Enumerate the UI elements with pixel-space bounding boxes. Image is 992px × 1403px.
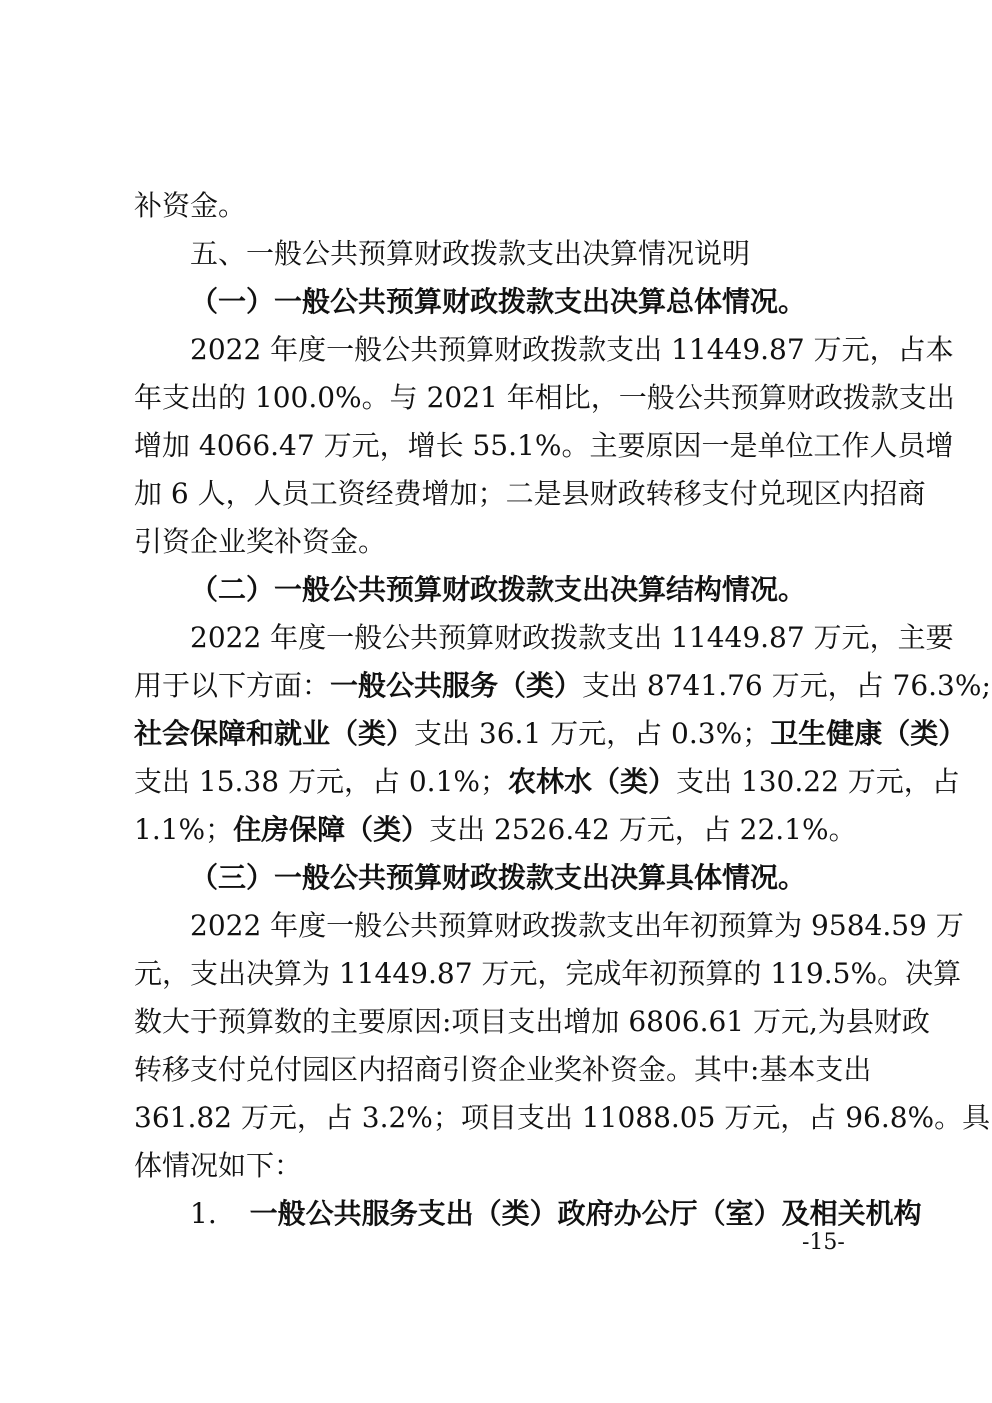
subsection-heading: （一）一般公共预算财政拨款支出决算总体情况。 [190,285,807,318]
body-text-line: 用于以下方面：一般公共服务（类）支出 8741.76 万元，占 76.3%; [134,669,991,702]
body-text-line: 支出 15.38 万元，占 0.1%；农林水（类）支出 130.22 万元，占 [134,765,960,798]
body-text-line: 补资金。 [134,189,247,222]
body-text-line: 2022 年度一般公共预算财政拨款支出 11449.87 万元，占本 [190,333,954,366]
body-text-line: 年支出的 100.0%。与 2021 年相比，一般公共预算财政拨款支出 [134,381,955,414]
body-text-line: 加 6 人，人员工资经费增加；二是县财政转移支付兑现区内招商 [134,477,926,510]
body-text-line: 社会保障和就业（类）支出 36.1 万元，占 0.3%；卫生健康（类） [134,717,967,750]
category-label: 卫生健康（类） [770,717,967,750]
subsection-heading: （三）一般公共预算财政拨款支出决算具体情况。 [190,861,807,894]
body-text-line: 增加 4066.47 万元，增长 55.1%。主要原因一是单位工作人员增 [134,429,954,462]
body-text-line: 引资企业奖补资金。 [134,525,387,558]
page-number: -15- [802,1230,845,1255]
numbered-item-heading [190,1192,922,1236]
item-title: 一般公共服务支出（类）政府办公厅（室）及相关机构 [249,1197,922,1230]
category-label: 住房保障（类） [233,813,430,846]
body-text-line: 361.82 万元，占 3.2%；项目支出 11088.05 万元，占 96.8%。具 [134,1101,991,1134]
body-text-line: 数大于预算数的主要原因:项目支出增加 6806.61 万元,为县财政 [134,1005,930,1038]
body-text-line: 元，支出决算为 11449.87 万元，完成年初预算的 119.5%。决算 [134,957,962,990]
subsection-heading: （二）一般公共预算财政拨款支出决算结构情况。 [190,573,807,606]
body-text-line: 体情况如下： [134,1149,303,1182]
category-label: 农林水（类） [508,765,677,798]
body-text-line: 1.1%；住房保障（类）支出 2526.42 万元，占 22.1%。 [134,813,857,846]
body-text-line: 转移支付兑付园区内招商引资企业奖补资金。其中:基本支出 [134,1053,872,1086]
body-text-line: 2022 年度一般公共预算财政拨款支出年初预算为 9584.59 万 [190,909,964,942]
section-heading: 五、一般公共预算财政拨款支出决算情况说明 [190,237,751,270]
item-number: 1. [190,1197,217,1230]
category-label: 社会保障和就业（类） [134,717,415,750]
category-label: 一般公共服务（类） [330,669,583,702]
body-text-line: 2022 年度一般公共预算财政拨款支出 11449.87 万元，主要 [190,621,954,654]
